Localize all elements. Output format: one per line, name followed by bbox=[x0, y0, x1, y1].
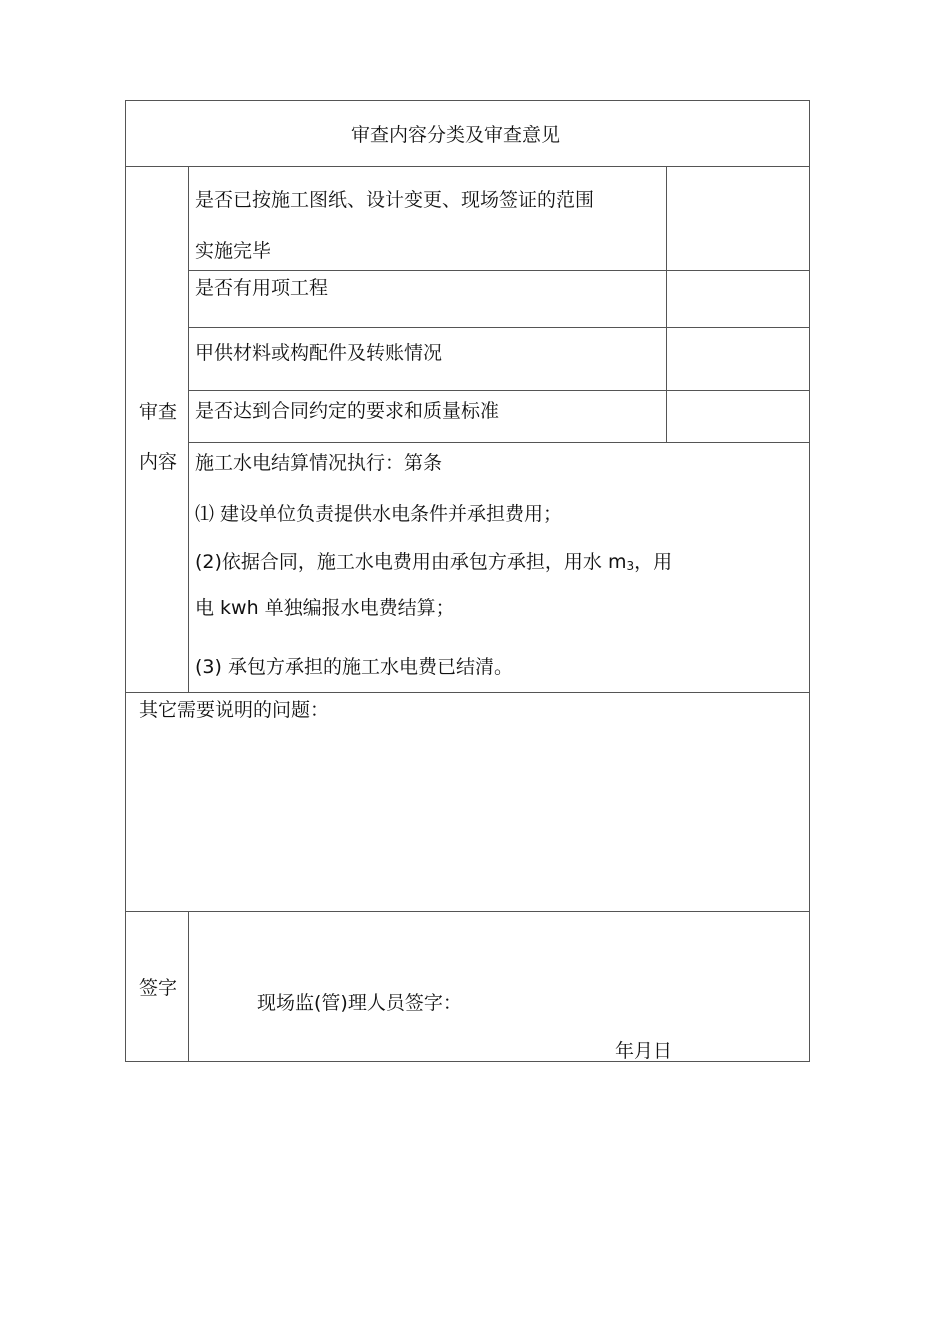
table-title: 审查内容分类及审查意见 bbox=[351, 124, 561, 146]
water-electricity-option-3: (3) 承包方承担的施工水电费已结清。 bbox=[195, 656, 513, 678]
water-electricity-option-1: ⑴ 建设单位负责提供水电条件并承担费用； bbox=[195, 503, 563, 525]
column-divider bbox=[666, 166, 667, 442]
water-electricity-option-2: (2)依据合同，施工水电费用由承包方承担，用水 $m_3$，用 bbox=[195, 551, 673, 573]
review-item-quality: 是否达到合同约定的要求和质量标准 bbox=[195, 400, 500, 422]
row-divider bbox=[125, 692, 810, 693]
row-divider bbox=[188, 270, 810, 271]
review-item-scope: 是否已按施工图纸、设计变更、现场签证的范围 bbox=[195, 189, 595, 211]
review-item-useless-works: 是否有用项工程 bbox=[195, 277, 329, 299]
review-label-line1: 审查 bbox=[139, 401, 178, 423]
row-divider bbox=[125, 166, 810, 167]
row-divider bbox=[188, 390, 810, 391]
review-label-line2: 内容 bbox=[139, 451, 178, 473]
other-issues-label: 其它需要说明的问题： bbox=[139, 699, 330, 721]
column-divider bbox=[188, 911, 189, 1062]
water-electricity-option-2-cont: 电 kwh 单独编报水电费结算； bbox=[195, 597, 455, 619]
row-divider bbox=[125, 911, 810, 912]
row-divider bbox=[188, 442, 810, 443]
water-electricity-heading: 施工水电结算情况执行：第条 bbox=[195, 452, 443, 474]
signature-date: 年月日 bbox=[615, 1040, 673, 1062]
signature-label: 签字 bbox=[139, 977, 178, 999]
review-item-scope-cont: 实施完毕 bbox=[195, 240, 272, 262]
row-divider bbox=[188, 327, 810, 328]
supervisor-signature-label: 现场监(管)理人员签字： bbox=[257, 992, 462, 1014]
review-item-owner-materials: 甲供材料或构配件及转账情况 bbox=[195, 342, 443, 364]
column-divider bbox=[188, 166, 189, 692]
